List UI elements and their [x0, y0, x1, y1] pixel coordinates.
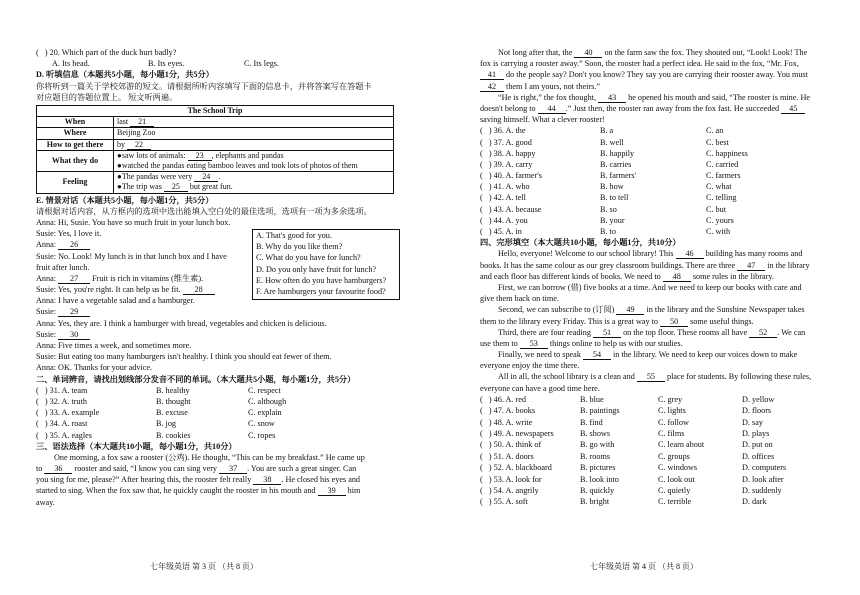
dialog-line: Susie: Yes, you're right. It can help us be fit. 28 [36, 285, 394, 296]
box-option: A. That's good for you. [256, 230, 332, 240]
blank-29[interactable]: 29 [58, 307, 90, 317]
q20-options [36, 59, 394, 70]
blank-23[interactable]: 23 [188, 151, 212, 161]
option-b[interactable]: B. Its eyes. [148, 59, 185, 69]
row-key: Feeling [37, 172, 114, 193]
box-option: E. How often do you have hamburgers? [256, 275, 387, 285]
section-d-instruction: 你将听到一篇关于学校郊游的短文。请根据所听内容填写下面的信息卡，并将答案写在答题卡 [36, 81, 372, 91]
story-line: started to sing. When the fox saw that, he quickly caught the rooster in his mouth and 39 him [36, 486, 361, 496]
dialog-line: Susie: No. Look! My lunch is in that lunch box and I have [36, 251, 227, 261]
row-key: How to get there [37, 139, 114, 150]
blank-25[interactable]: 25 [164, 182, 188, 192]
option-c[interactable]: C. Its legs. [244, 59, 280, 69]
blank-54[interactable]: 54 [583, 350, 611, 360]
cloze-question: ( ) 50. A. think of B. go with C. learn about D. put on [480, 440, 773, 450]
story-line: 41 do the people say? Don't you know? They say you are carrying their rooster away. You must [480, 70, 826, 81]
row-value: by 22 [114, 139, 394, 150]
grammar-question: ( ) 44. A. you B. your C. yours [480, 215, 734, 225]
blank-21[interactable]: 21 [130, 117, 154, 127]
story-line: to 36 rooster and said, “I know you can sing very 37 . You are such a great singer. Can [36, 464, 357, 474]
story-line: “He is right,” the fox thought, 43 he opened his mouth and said, “The rooster is mine. He [498, 92, 811, 102]
dialog-line: Anna: Hi, Susie. You have so much fruit in your lunch box. [36, 217, 231, 227]
cloze-line: Third, there are four reading 51 on the top floor. These rooms all have 52 . We can [498, 327, 806, 337]
cloze-line: Second, we can subscribe to (订阅) 49 in the library and the Sunshine Newspaper takes [498, 305, 805, 315]
cloze-line: books. It has the same colour as our grey classroom buildings. There are three 47 in the library [480, 260, 810, 270]
story-line: doesn't belong to 44 .” Just then, the rooster ran away from the fox fast. He succeeded 45 [480, 104, 826, 115]
dialog-line: Susie: But eating too many hamburgers isn't healthy. I think you should eat fewer of them. [36, 352, 332, 362]
blank-26[interactable]: 26 [58, 240, 90, 250]
blank-24[interactable]: 24 [194, 172, 218, 182]
grammar-question: ( ) 39. A. carry B. carries C. carried [480, 159, 739, 169]
page-footer-left: 七年级英语 第 3 页 （共 8 页） [150, 562, 258, 571]
blank-37[interactable]: 37 [219, 464, 247, 474]
box-option: C. What do you have for lunch? [256, 253, 361, 263]
blank-40[interactable]: 40 [574, 48, 602, 58]
phonics-question: ( ) 34. A. roast B. jog C. snow [36, 419, 275, 429]
dialog-line: Anna: OK. Thanks for your advice. [36, 363, 153, 373]
table-title: The School Trip [37, 105, 394, 116]
blank-36[interactable]: 36 [44, 464, 72, 474]
row-key: When [37, 117, 114, 128]
story-line: One morning, a fox saw a rooster (公鸡). He thought, “This can be my breakfast.” He came up [54, 452, 365, 462]
left-column [36, 48, 394, 509]
section-e-title: E. 情景对话（本题共5小题，每小题1分，共5分） [36, 195, 214, 205]
dialog-line: Susie: 29 [36, 307, 394, 318]
row-value: ●saw lots of animals: 23 , elephants and pandas ●watched the pandas eating bamboo leaves and took lots of photos of them [114, 150, 394, 171]
blank-46[interactable]: 46 [676, 249, 704, 259]
box-option: D. Do you only have fruit for lunch? [256, 264, 377, 274]
cloze-line: everyone can have a good time here. [480, 383, 600, 393]
grammar-question: ( ) 43. A. because B. so C. but [480, 204, 727, 214]
section-2-title: 二、单词辨音，请找出划线部分发音不同的单词。（本大题共5小题，每小题1分，共5分） [36, 374, 356, 384]
dialog-area [36, 218, 394, 375]
dialog-line: fruit after lunch. [36, 262, 90, 272]
right-column [480, 48, 826, 509]
blank-55[interactable]: 55 [637, 372, 665, 382]
section-3-title: 三、语法选择（本大题共10小题，每小题1分，共10分） [36, 441, 237, 451]
blank-49[interactable]: 49 [616, 305, 644, 315]
dialog-line: Anna: 27 Fruit is rich in vitamins (维生素). [36, 273, 204, 283]
cloze-question: ( ) 48. A. write B. find C. follow D. say [480, 417, 763, 427]
dialog-line: Susie: 30 [36, 330, 394, 341]
blank-39[interactable]: 39 [318, 486, 346, 496]
story-line: Not long after that, the 40 on the farm saw the fox. They shouted out, “Look! Look! The [498, 48, 808, 57]
options-box [252, 229, 400, 300]
dialog-line: Anna: I have a vegetable salad and a hamburger. [36, 296, 195, 306]
blank-48[interactable]: 48 [663, 272, 691, 282]
cloze-line: use them to 53 things online to help us with our studies. [480, 338, 683, 348]
row-key: What they do [37, 150, 114, 171]
dialog-line: Susie: Yes, I love it. [36, 229, 102, 239]
cloze-question: ( ) 55. A. soft B. bright C. terrible D. dark [480, 497, 767, 507]
blank-38[interactable]: 38 [253, 475, 281, 485]
cloze-line: and each floor has different kinds of books. We need to 48 some rules in the library. [480, 271, 774, 281]
cloze-question: ( ) 46. A. red B. blue C. grey D. yellow [480, 394, 775, 404]
blank-22[interactable]: 22 [127, 140, 151, 150]
cloze-line: give them back on time. [480, 294, 559, 304]
dialog-line: Anna: 26 [36, 240, 394, 251]
cloze-question: ( ) 51. A. doors B. rooms C. groups D. offices [480, 451, 775, 461]
blank-50[interactable]: 50 [660, 317, 688, 327]
phonics-question: ( ) 35. A. eagles B. cookies C. ropes [36, 430, 276, 440]
page-footer-right: 七年级英语 第 4 页 （共 8 页） [590, 562, 698, 571]
phonics-question: ( ) 32. A. truth B. thought C. although [36, 396, 287, 406]
row-value: last 21 [114, 117, 394, 128]
cloze-line: All in all, the school library is a clean and 55 place for students. By following these rules, [498, 372, 812, 382]
dialog-line: Anna: Five times a week, and sometimes more. [36, 341, 192, 350]
cloze-line: First, we can borrow (借) five books at a time. And we need to keep our books with care and [498, 282, 802, 292]
box-option: B. Why do you like them? [256, 242, 343, 252]
grammar-question: ( ) 40. A. farmer's B. farmers' C. farmers [480, 171, 741, 181]
blank-28[interactable]: 28 [183, 285, 215, 295]
phonics-question: ( ) 33. A. example B. excuse C. explain [36, 408, 282, 418]
story-line: saving himself. What a clever rooster! [480, 115, 605, 125]
row-key: Where [37, 128, 114, 139]
blank-30[interactable]: 30 [58, 330, 90, 340]
blank-53[interactable]: 53 [520, 339, 548, 349]
grammar-question: ( ) 37. A. good B. well C. best [480, 137, 729, 147]
grammar-question: ( ) 42. A. tell B. to tell C. telling [480, 193, 737, 203]
grammar-question: ( ) 45. A. in B. to C. with [480, 227, 731, 236]
story-line: 42 them I am yours, not theirs.” [480, 82, 826, 93]
cloze-question: ( ) 47. A. books B. paintings C. lights D. floors [480, 406, 772, 416]
blank-42[interactable]: 42 [480, 82, 504, 92]
cloze-line: Hello, everyone! Welcome to our school library! This 46 building has many rooms and [498, 249, 803, 259]
section-e-instruction: 请根据对话内容，从方框内的选项中选出能填入空白处的最佳选项，选项有一项为多余选项。 [36, 206, 372, 216]
cloze-line: everyone enjoy the time there. [480, 361, 580, 371]
phonics-question: ( ) 31. A. team B. healthy C. respect [36, 385, 281, 395]
story-line: fox is carrying a rooster away.” Soon, the rooster had a perfect idea. He said to the fox, “Mr. Fox, [480, 59, 799, 69]
blank-44[interactable]: 44 [538, 104, 566, 114]
grammar-question: ( ) 41. A. who B. how C. what [480, 182, 732, 192]
q20-stem: ( ) 20. Which part of the duck hurt badly? [36, 48, 177, 57]
grammar-question: ( ) 36. A. the B. a C. an [480, 126, 724, 136]
section-d-title: D. 听填信息（本题共5小题，每小题1分，共5分） [36, 70, 214, 80]
cloze-question: ( ) 54. A. angrily B. quickly C. quietly D. suddenly [480, 485, 782, 495]
story-line: you sing for me, please?” After hearing this, the rooster felt really 38 . He closed his eyes and [36, 475, 361, 485]
box-option: F. Are hamburgers your favourite food? [256, 286, 386, 296]
option-a[interactable]: A. Its head. [52, 59, 90, 69]
blank-41[interactable]: 41 [480, 70, 504, 80]
blank-51[interactable]: 51 [593, 328, 621, 338]
school-trip-table [36, 105, 394, 194]
blank-47[interactable]: 47 [737, 261, 765, 271]
row-value: Beijing Zoo [114, 128, 394, 139]
blank-52[interactable]: 52 [749, 328, 777, 338]
blank-27[interactable]: 27 [58, 274, 90, 284]
cloze-question: ( ) 53. A. look for B. look into C. look out D. look after [480, 474, 784, 484]
blank-45[interactable]: 45 [781, 104, 805, 114]
cloze-question: ( ) 49. A. newspapers B. shows C. films D. plays [480, 428, 770, 438]
grammar-question: ( ) 38. A. happy B. happily C. happiness [480, 148, 748, 158]
cloze-line: them to the library every Friday. This is a great way to 50 some useful things. [480, 316, 754, 326]
dialog-line: Anna: Yes, they are. I think a hamburger with bread, vegetables and chicken is delicious. [36, 318, 327, 328]
cloze-line: Finally, we need to speak 54 in the library. We need to keep our voices down to make [498, 350, 798, 360]
cloze-question: ( ) 52. A. blackboard B. pictures C. windows D. computers [480, 463, 787, 473]
section-d-instruction-2: 对应题目的答题位置上。 短文听两遍。 [36, 92, 178, 102]
blank-43[interactable]: 43 [598, 93, 626, 103]
section-4-title: 四、完形填空（本大题共10小题，每小题1分，共10分） [480, 238, 681, 248]
story-line: away. [36, 497, 55, 507]
row-value: ●The pandas were very 24 . ●The trip was 25 but great fun. [114, 172, 394, 193]
